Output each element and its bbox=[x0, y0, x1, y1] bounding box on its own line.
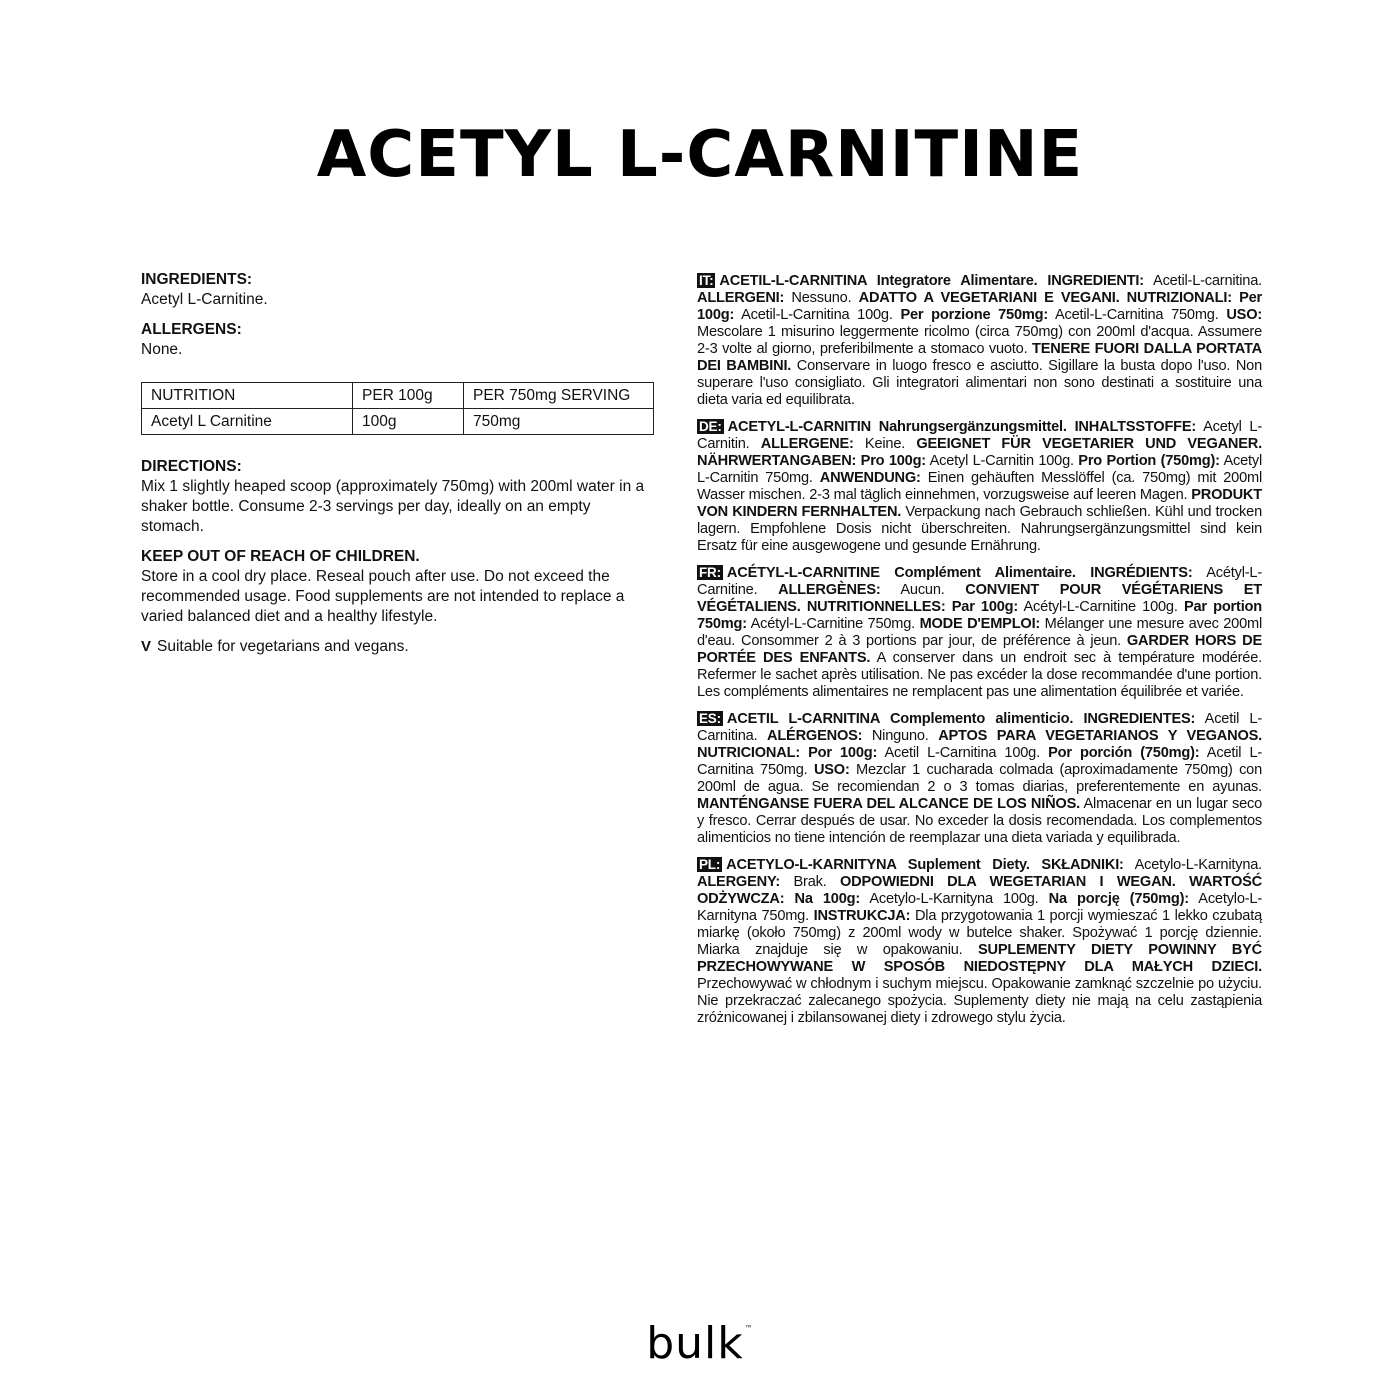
language-code-badge: ES: bbox=[699, 711, 721, 726]
translation-text: Acétyl-L-Carnitine. bbox=[697, 565, 1262, 598]
directions-text: Mix 1 slightly heaped scoop (approximately 750mg) with 200ml water in a shaker bottle. Consume 2-3 servings per day, ideally on an empty stomach. bbox=[141, 478, 645, 535]
translation-bold-text: ODPOWIEDNI DLA WEGETARIAN I WEGAN. WARTOŚĆ ODŻYWCZA: Na 100g: bbox=[697, 874, 1262, 907]
table-header-cell: PER 100g bbox=[353, 383, 464, 409]
allergens-heading: ALLERGENS: bbox=[141, 321, 242, 338]
translation-bold-text: ACETIL-L-CARNITINA Integratore Alimentare. INGREDIENTI: bbox=[719, 273, 1144, 289]
translation-text: Acetylo-L-Karnityna 750mg. bbox=[697, 891, 1262, 924]
translation-text: Acetyl L-Carnitin 100g. bbox=[925, 453, 1079, 469]
language-code-badge: IT: bbox=[699, 273, 714, 288]
translation-bold-text: ALLERGENE: bbox=[760, 436, 854, 452]
directions-heading: DIRECTIONS: bbox=[141, 458, 242, 475]
translation-text: Conservare in luogo fresco e asciutto. Sigillare la busta dopo l'uso. Non superare l'uso consigliato. Gli integratori alimentari non sono destinati a sostituire una dieta varia ed equilibrata. bbox=[697, 358, 1262, 408]
vegan-statement bbox=[141, 637, 656, 657]
translation-bold-text: ALLERGENI: bbox=[697, 290, 785, 306]
ingredients-text: Acetyl L-Carnitine. bbox=[141, 291, 268, 308]
translation-text: Almacenar en un lugar seco y fresco. Cerrar después de usar. No exceder la dosis recomendada. Los complementos alimenticios no tiene intención de reemplazar una dieta variada y equilibrada. bbox=[697, 796, 1262, 846]
table-cell: Acetyl L Carnitine bbox=[142, 409, 353, 435]
brand-logo-text: bulk bbox=[646, 1318, 744, 1369]
translation-bold-text: ACETYLO-L-KARNITYNA Suplement Diety. SKŁADNIKI: bbox=[726, 857, 1124, 873]
vegan-icon: V bbox=[141, 638, 152, 655]
translation-text: Acetil-L-carnitina. bbox=[1143, 273, 1262, 289]
translation-bold-text: ADATTO A VEGETARIANI E VEGANI. NUTRIZIONALI: Per 100g: bbox=[697, 290, 1262, 323]
translation-it bbox=[697, 272, 1262, 409]
translation-bold-text: Na porcję (750mg): bbox=[1048, 891, 1189, 907]
ingredients-heading: INGREDIENTS: bbox=[141, 271, 253, 288]
translation-text: Acetylo-L-Karnityna. bbox=[1123, 857, 1263, 873]
translation-bold-text: ACETYL-L-CARNITIN Nahrungsergänzungsmittel. INHALTSSTOFFE: bbox=[727, 419, 1197, 435]
translation-text: Aucun. bbox=[880, 582, 966, 598]
translation-text: Acetyl L-Carnitin. bbox=[697, 419, 1262, 452]
translation-bold-text: ALLERGÈNES: bbox=[778, 582, 881, 598]
translation-text: Brak. bbox=[780, 874, 841, 890]
language-code-badge: PL: bbox=[699, 857, 721, 872]
allergens-text: None. bbox=[141, 341, 183, 358]
translation-bold-text: Per porzione 750mg: bbox=[900, 307, 1049, 323]
translation-text: Acetil L-Carnitina 750mg. bbox=[697, 745, 1263, 778]
vegan-text: Suitable for vegetarians and vegans. bbox=[157, 638, 409, 655]
translation-text: Dla przygotowania 1 porcji wymieszać 1 lekko czubatą miarkę (około 750mg) z 200ml wody w butelce shaker. Spożywać 1 porcję dziennie. Miarka znajduje się w opakowaniu. bbox=[697, 908, 1262, 958]
translation-bold-text: MODE D'EMPLOI: bbox=[919, 616, 1041, 632]
translation-text: Acetil-L-Carnitina 750mg. bbox=[1048, 307, 1227, 323]
brand-logo bbox=[0, 1318, 1400, 1369]
language-code-badge: FR: bbox=[699, 565, 721, 580]
translation-bold-text: Pro Portion (750mg): bbox=[1078, 453, 1220, 469]
table-cell: 100g bbox=[353, 409, 464, 435]
language-code-badge: DE: bbox=[699, 419, 722, 434]
translation-text: Acétyl-L-Carnitine 100g. bbox=[1018, 599, 1184, 615]
translation-text: Mezclar 1 cucharada colmada (aproximadamente 750mg) con 200ml de agua. Se recomiendan 2 o 3 tomas diarias, preferentemente en ayunas. bbox=[697, 762, 1262, 795]
warning-text: Store in a cool dry place. Reseal pouch after use. Do not exceed the recommended usage. Food supplements are not intended to replace a varied balanced diet and a healthy lifestyle. bbox=[141, 568, 625, 625]
translation-bold-text: USO: bbox=[1226, 307, 1263, 323]
translation-bold-text: ACETIL L-CARNITINA Complemento alimenticio. INGREDIENTES: bbox=[726, 711, 1196, 727]
translation-bold-text: ANWENDUNG: bbox=[819, 470, 921, 486]
table-row bbox=[142, 409, 654, 435]
translation-bold-text: TENERE FUORI DALLA PORTATA DEI BAMBINI. bbox=[697, 341, 1262, 374]
table-cell: 750mg bbox=[464, 409, 654, 435]
translation-text: Mescolare 1 misurino leggermente ricolmo (circa 750mg) con 200ml d'acqua. Assumere 2-3 volte al giorno, preferibilmente a stomaco vuoto. bbox=[697, 324, 1262, 357]
translation-bold-text: Par portion 750mg: bbox=[697, 599, 1262, 632]
warning-heading: KEEP OUT OF REACH OF CHILDREN. bbox=[141, 548, 420, 565]
translation-bold-text: USO: bbox=[813, 762, 850, 778]
translation-pl bbox=[697, 856, 1262, 1027]
translation-text: Acetil L-Carnitina. bbox=[697, 711, 1263, 744]
translation-bold-text: GEEIGNET FÜR VEGETARIER UND VEGANER. NÄHRWERTANGABEN: Pro 100g: bbox=[697, 436, 1262, 469]
translation-bold-text: INSTRUKCJA: bbox=[813, 908, 911, 924]
translation-text: A conserver dans un endroit sec à température modérée. Refermer le sachet après utilisation. Ne pas excéder la dose recommandée d'une portion. Les compléments alimentaires ne remplacent pas une alimentation équilibrée et variée. bbox=[697, 650, 1262, 700]
translation-text: Acetyl L-Carnitin 750mg. bbox=[697, 453, 1263, 486]
translation-text: Acetylo-L-Karnityna 100g. bbox=[860, 891, 1049, 907]
translation-bold-text: APTOS PARA VEGETARIANOS Y VEGANOS. NUTRICIONAL: Por 100g: bbox=[697, 728, 1262, 761]
translation-text: Acétyl-L-Carnitine 750mg. bbox=[746, 616, 920, 632]
translation-text: Nessuno. bbox=[784, 290, 859, 306]
english-panel bbox=[141, 270, 656, 657]
translation-text: Einen gehäuften Messlöffel (ca. 750mg) mit 200ml Wasser mischen. 2-3 mal täglich einnehmen, vorzugsweise auf leeren Magen. bbox=[697, 470, 1262, 503]
translation-es bbox=[697, 710, 1262, 847]
translation-bold-text: GARDER HORS DE PORTÉE DES ENFANTS. bbox=[697, 633, 1262, 666]
table-header-cell: NUTRITION bbox=[142, 383, 353, 409]
table-header-cell: PER 750mg SERVING bbox=[464, 383, 654, 409]
translation-text: Acetil-L-Carnitina 100g. bbox=[734, 307, 901, 323]
translation-text: Keine. bbox=[853, 436, 917, 452]
nutrition-table bbox=[141, 382, 654, 435]
translation-bold-text: MANTÉNGANSE FUERA DEL ALCANCE DE LOS NIÑOS. bbox=[697, 796, 1080, 812]
translation-bold-text: Por porción (750mg): bbox=[1048, 745, 1200, 761]
table-header-row bbox=[142, 383, 654, 409]
translation-text: Mélanger une mesure avec 200ml d'eau. Consommer 2 à 3 portions par jour, de préférence à jeun. bbox=[697, 616, 1262, 649]
translations-panel bbox=[697, 272, 1262, 1036]
translation-bold-text: ALERGENY: bbox=[697, 874, 781, 890]
translation-bold-text: CONVIENT POUR VÉGÉTARIENS ET VÉGÉTALIENS. NUTRITIONNELLES: Par 100g: bbox=[697, 582, 1262, 615]
translation-bold-text: PRODUKT VON KINDERN FERNHALTEN. bbox=[697, 487, 1262, 520]
translation-text: Przechowywać w chłodnym i suchym miejscu. Opakowanie zamknąć szczelnie po użyciu. Nie przekraczać zalecanego spożycia. Suplementy diety nie mają na celu zastąpienia zróżnicowanej i zbilansowanej diety i zdrowego stylu życia. bbox=[697, 976, 1262, 1026]
translation-text: Verpackung nach Gebrauch schließen. Kühl und trocken lagern. Empfohlene Dosis nicht überschreiten. Nahrungsergänzungsmittel sind kein Ersatz für eine ausgewogene und gesunde Ernährung. bbox=[697, 504, 1262, 554]
translation-fr bbox=[697, 564, 1262, 701]
translation-bold-text: ALÉRGENOS: bbox=[767, 728, 863, 744]
translation-text: Ninguno. bbox=[862, 728, 939, 744]
translation-bold-text: ACÉTYL-L-CARNITINE Complément Alimentaire. INGRÉDIENTS: bbox=[726, 565, 1193, 581]
trademark-symbol: ™ bbox=[744, 1324, 754, 1333]
page-title: ACETYL L-CARNITINE bbox=[316, 118, 1084, 192]
translation-de bbox=[697, 418, 1262, 555]
translation-bold-text: SUPLEMENTY DIETY POWINNY BYĆ PRZECHOWYWANE W SPOSÓB NIEDOSTĘPNY DLA MAŁYCH DZIECI. bbox=[697, 942, 1262, 975]
translation-text: Acetil L-Carnitina 100g. bbox=[877, 745, 1049, 761]
